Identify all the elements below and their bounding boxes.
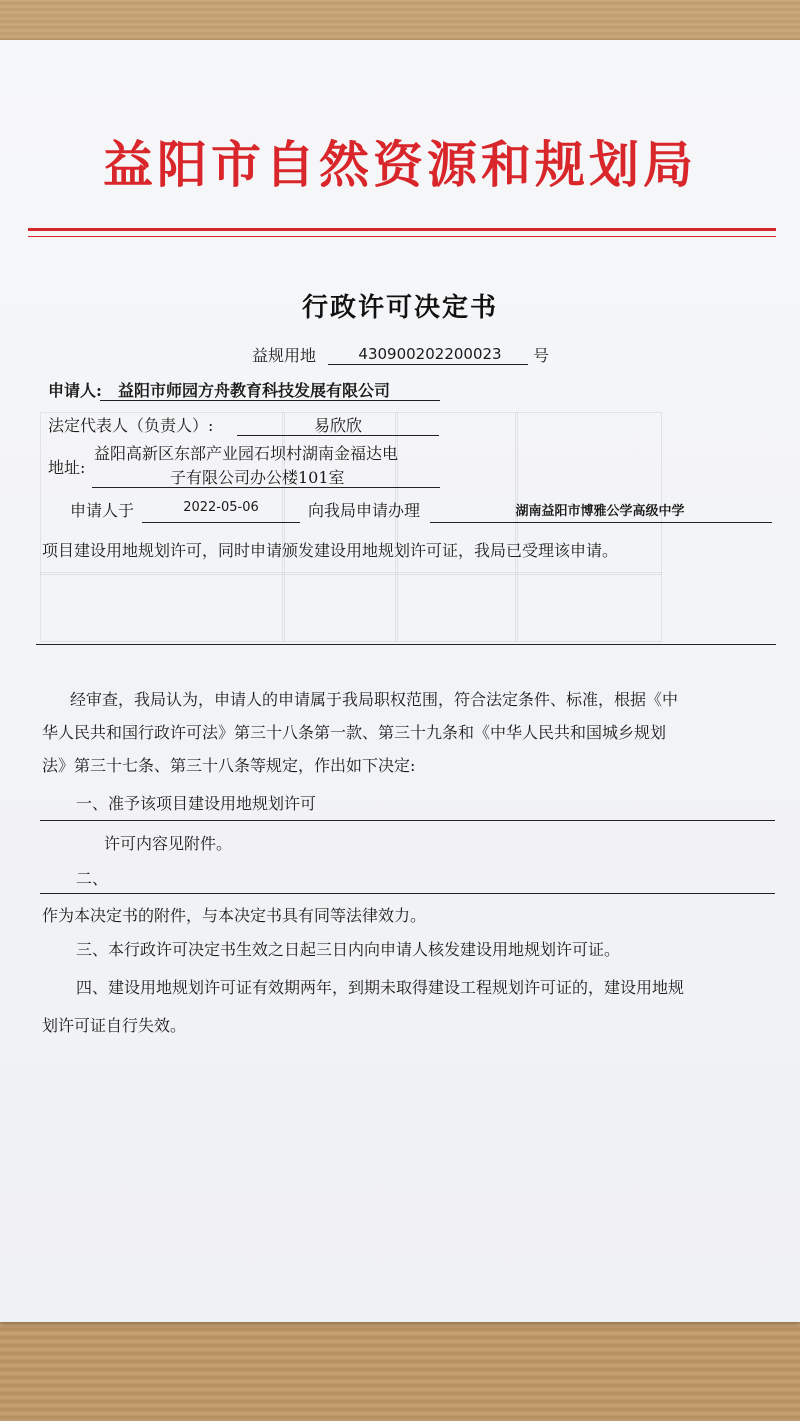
application-middle: 向我局申请办理 <box>308 501 421 520</box>
header-red-rule-thick <box>28 228 776 231</box>
ref-underline <box>328 364 528 365</box>
blank-line-1 <box>36 644 776 645</box>
application-statement: 项目建设用地规划许可，同时申请颁发建设用地规划许可证，我局已受理该申请。 <box>42 541 619 560</box>
bleed-through-line <box>40 572 662 575</box>
application-date-underline <box>142 522 300 523</box>
decision-item-4-line-2: 划许可证自行失效。 <box>42 1016 187 1035</box>
address-line-2: 子有限公司办公楼101室 <box>170 468 345 487</box>
address-line-1: 益阳高新区东部产业园石坝村湖南金福达电 <box>94 444 399 463</box>
ref-number: 430900202200023 <box>358 345 502 363</box>
review-line-1: 经审查，我局认为，申请人的申请属于我局职权范围，符合法定条件、标准，根据《中 <box>70 690 679 709</box>
review-line-3: 法》第三十七条、第三十八条等规定，作出如下决定: <box>42 756 416 775</box>
address-underline <box>92 487 440 488</box>
applicant-underline <box>100 400 440 401</box>
ref-suffix: 号 <box>533 346 550 365</box>
document-page <box>0 40 800 1322</box>
document-title: 行政许可决定书 <box>301 293 498 323</box>
decision-2-underline <box>40 893 775 894</box>
decision-1-underline <box>40 820 775 821</box>
header-red-rule-thin <box>28 236 776 237</box>
application-prefix: 申请人于 <box>70 501 135 520</box>
desk-surface-top <box>0 0 800 42</box>
applicant-label: 申请人: <box>48 381 102 400</box>
legal-rep-name: 易欣欣 <box>314 416 363 435</box>
legal-rep-underline <box>237 435 439 436</box>
decision-item-3: 三、本行政许可决定书生效之日起三日内向申请人核发建设用地规划许可证。 <box>76 940 621 959</box>
bureau-name: 益阳市自然资源和规划局 <box>103 136 697 194</box>
review-line-2: 华人民共和国行政许可法》第三十八条第一款、第三十九条和《中华人民共和国城乡规划 <box>42 723 667 742</box>
decision-item-1: 一、准予该项目建设用地规划许可 <box>76 794 317 813</box>
project-name: 湖南益阳市博雅公学高级中学 <box>515 504 685 519</box>
decision-item-4-line-1: 四、建设用地规划许可证有效期两年，到期未取得建设工程规划许可证的，建设用地规 <box>76 978 685 997</box>
applicant-name: 益阳市师园方舟教育科技发展有限公司 <box>118 381 391 400</box>
ref-prefix: 益规用地 <box>252 346 317 365</box>
address-label: 地址: <box>48 458 86 477</box>
project-underline <box>430 522 772 523</box>
application-date: 2022-05-06 <box>183 500 259 515</box>
decision-item-2-note: 作为本决定书的附件，与本决定书具有同等法律效力。 <box>42 906 427 925</box>
desk-surface-bottom <box>0 1318 800 1421</box>
decision-item-2: 二、 <box>76 869 109 888</box>
decision-item-1-note: 许可内容见附件。 <box>104 834 233 853</box>
bleed-through-line <box>515 412 518 642</box>
legal-rep-label: 法定代表人（负责人）: <box>48 416 214 435</box>
